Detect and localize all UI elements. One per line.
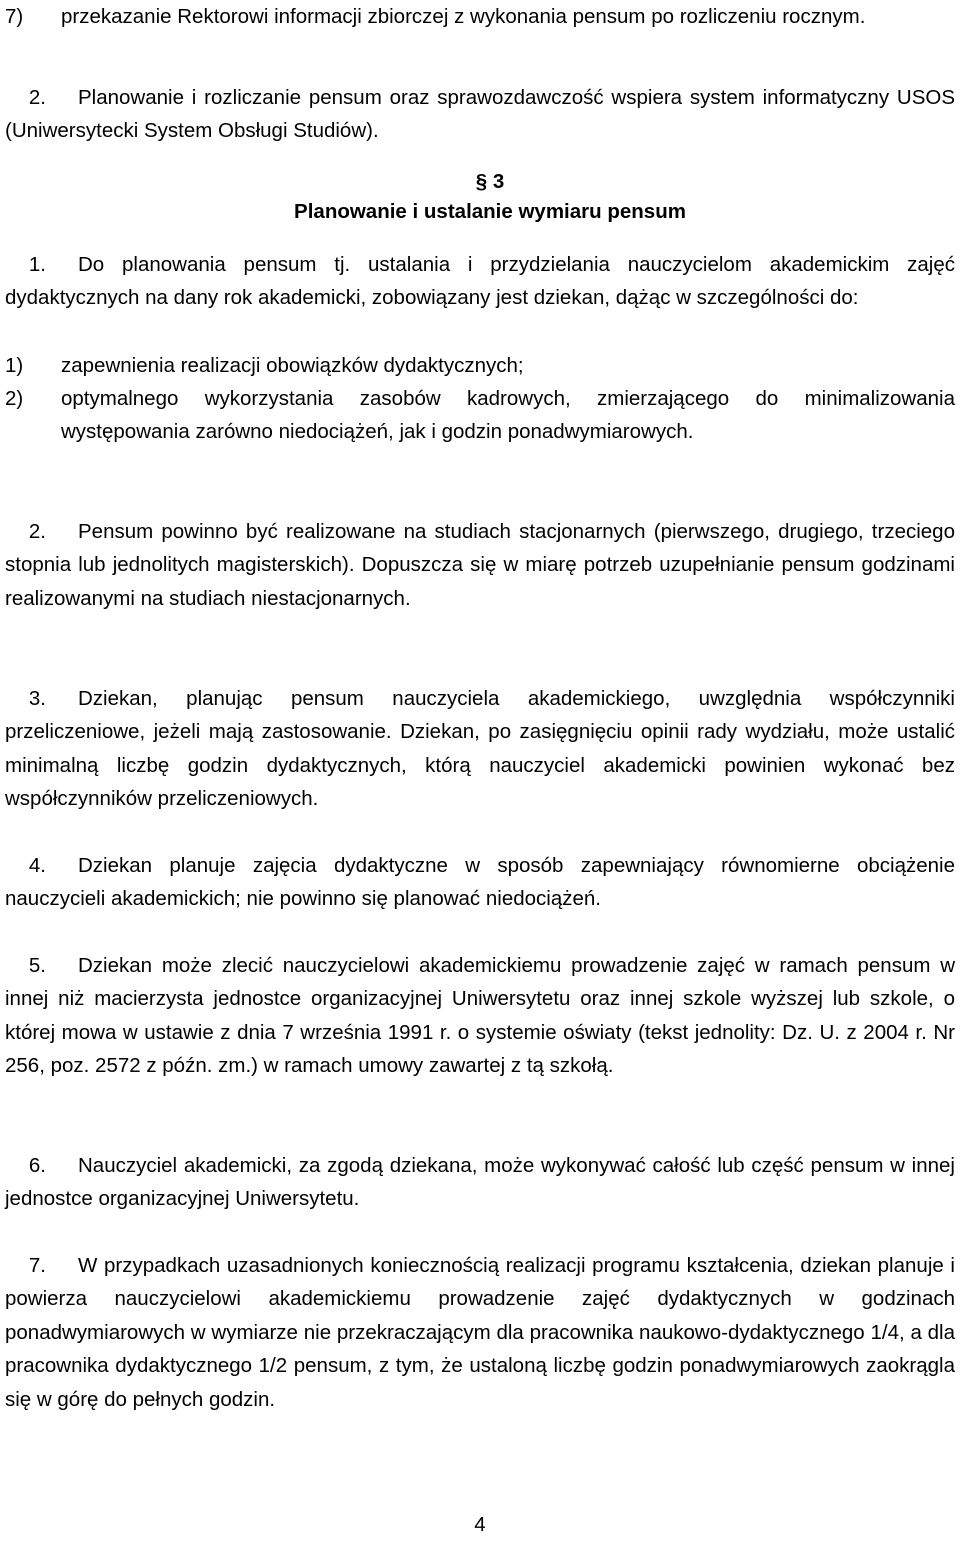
paragraph-text: Planowanie i rozliczanie pensum oraz sprawozdawczość wspiera system informatyczny USOS (Uniwersytecki System Obsługi Studiów). — [5, 86, 955, 143]
page-number: 4 — [474, 1513, 486, 1536]
paragraph-point-5 — [5, 949, 955, 1083]
paragraph-text: W przypadkach uzasadnionych koniecznością realizacji programu kształcenia, dziekan planuje i powierza nauczycielowi akademickiemu prowadzenie zajęć dydaktycznych w godzinach ponadwymiarowych w wymiarze nie przekraczającym dla pracownika naukowo-dydaktycznego 1/4, a dla pracownika dydaktycznego 1/2 pensum, z tym, że ustaloną liczbę godzin ponadwymiarowych zaokrągla się w górę do pełnych godzin. — [5, 1254, 955, 1411]
paragraph-point-4 — [5, 849, 955, 916]
paragraph-point-3 — [5, 682, 955, 816]
list-item-text: przekazanie Rektorowi informacji zbiorczej z wykonania pensum po rozliczeniu rocznym. — [61, 5, 866, 28]
list-item-1 — [5, 349, 955, 382]
paragraph-number: 2. — [28, 86, 46, 109]
paragraph-number: 2. — [28, 520, 46, 543]
section-symbol: § 3 — [475, 170, 505, 193]
paragraph-number: 6. — [28, 1154, 46, 1177]
paragraph-text: Do planowania pensum tj. ustalania i przydzielania nauczycielom akademickim zajęć dydaktycznych na dany rok akademicki, zobowiązany jest dziekan, dążąc w szczególności do: — [5, 253, 955, 310]
list-item-number: 7) — [5, 5, 24, 28]
paragraph-number: 4. — [28, 854, 46, 877]
paragraph-point-6 — [5, 1149, 955, 1216]
paragraph-number: 7. — [28, 1254, 46, 1277]
paragraph-text: Dziekan może zlecić nauczycielowi akademickiemu prowadzenie zajęć w ramach pensum w innej niż macierzysta jednostce organizacyjnej Uniwersytetu oraz innej szkole wyższej lub szkole, o której mowa w ustawie z dnia 7 września 1991 r. o systemie oświaty (tekst jednolity: Dz. U. z 2004 r. Nr 256, poz. 2572 z późn. zm.) w ramach umowy zawartej z tą szkołą. — [5, 954, 955, 1078]
list-item-7 — [5, 0, 955, 33]
paragraph-number: 1. — [28, 253, 46, 276]
paragraph-number: 3. — [28, 687, 46, 710]
paragraph-point-2-usos — [5, 81, 955, 148]
list-item-number: 2) — [5, 387, 24, 410]
paragraph-text: Dziekan, planując pensum nauczyciela akademickiego, uwzględnia współczynniki przeliczeniowe, jeżeli mają zastosowanie. Dziekan, po zasięgnięciu opinii rady wydziału, może ustalić minimalną liczbę godzin dydaktycznych, którą nauczyciel akademicki powinien wykonać bez współczynników przeliczeniowych. — [5, 687, 955, 811]
section-title: Planowanie i ustalanie wymiaru pensum — [294, 200, 686, 223]
paragraph-point-7 — [5, 1249, 955, 1416]
paragraph-text: Nauczyciel akademicki, za zgodą dziekana, może wykonywać całość lub część pensum w innej jednostce organizacyjnej Uniwersytetu. — [5, 1154, 955, 1211]
paragraph-point-2 — [5, 515, 955, 615]
paragraph-number: 5. — [28, 954, 46, 977]
list-item-text: zapewnienia realizacji obowiązków dydaktycznych; — [61, 354, 524, 377]
paragraph-text: Pensum powinno być realizowane na studiach stacjonarnych (pierwszego, drugiego, trzeciego stopnia lub jednolitych magisterskich). Dopuszcza się w miarę potrzeb uzupełnianie pensum godzinami realizowanymi na studiach niestacjonarnych. — [5, 520, 955, 610]
list-item-2 — [5, 382, 955, 449]
paragraph-text: Dziekan planuje zajęcia dydaktyczne w sposób zapewniający równomierne obciążenie nauczycieli akademickich; nie powinno się planować niedociążeń. — [5, 854, 955, 911]
list-item-number: 1) — [5, 354, 24, 377]
list-item-text: optymalnego wykorzystania zasobów kadrowych, zmierzającego do minimalizowania występowania zarówno niedociążeń, jak i godzin ponadwymiarowych. — [61, 387, 955, 444]
paragraph-point-1 — [5, 248, 955, 315]
